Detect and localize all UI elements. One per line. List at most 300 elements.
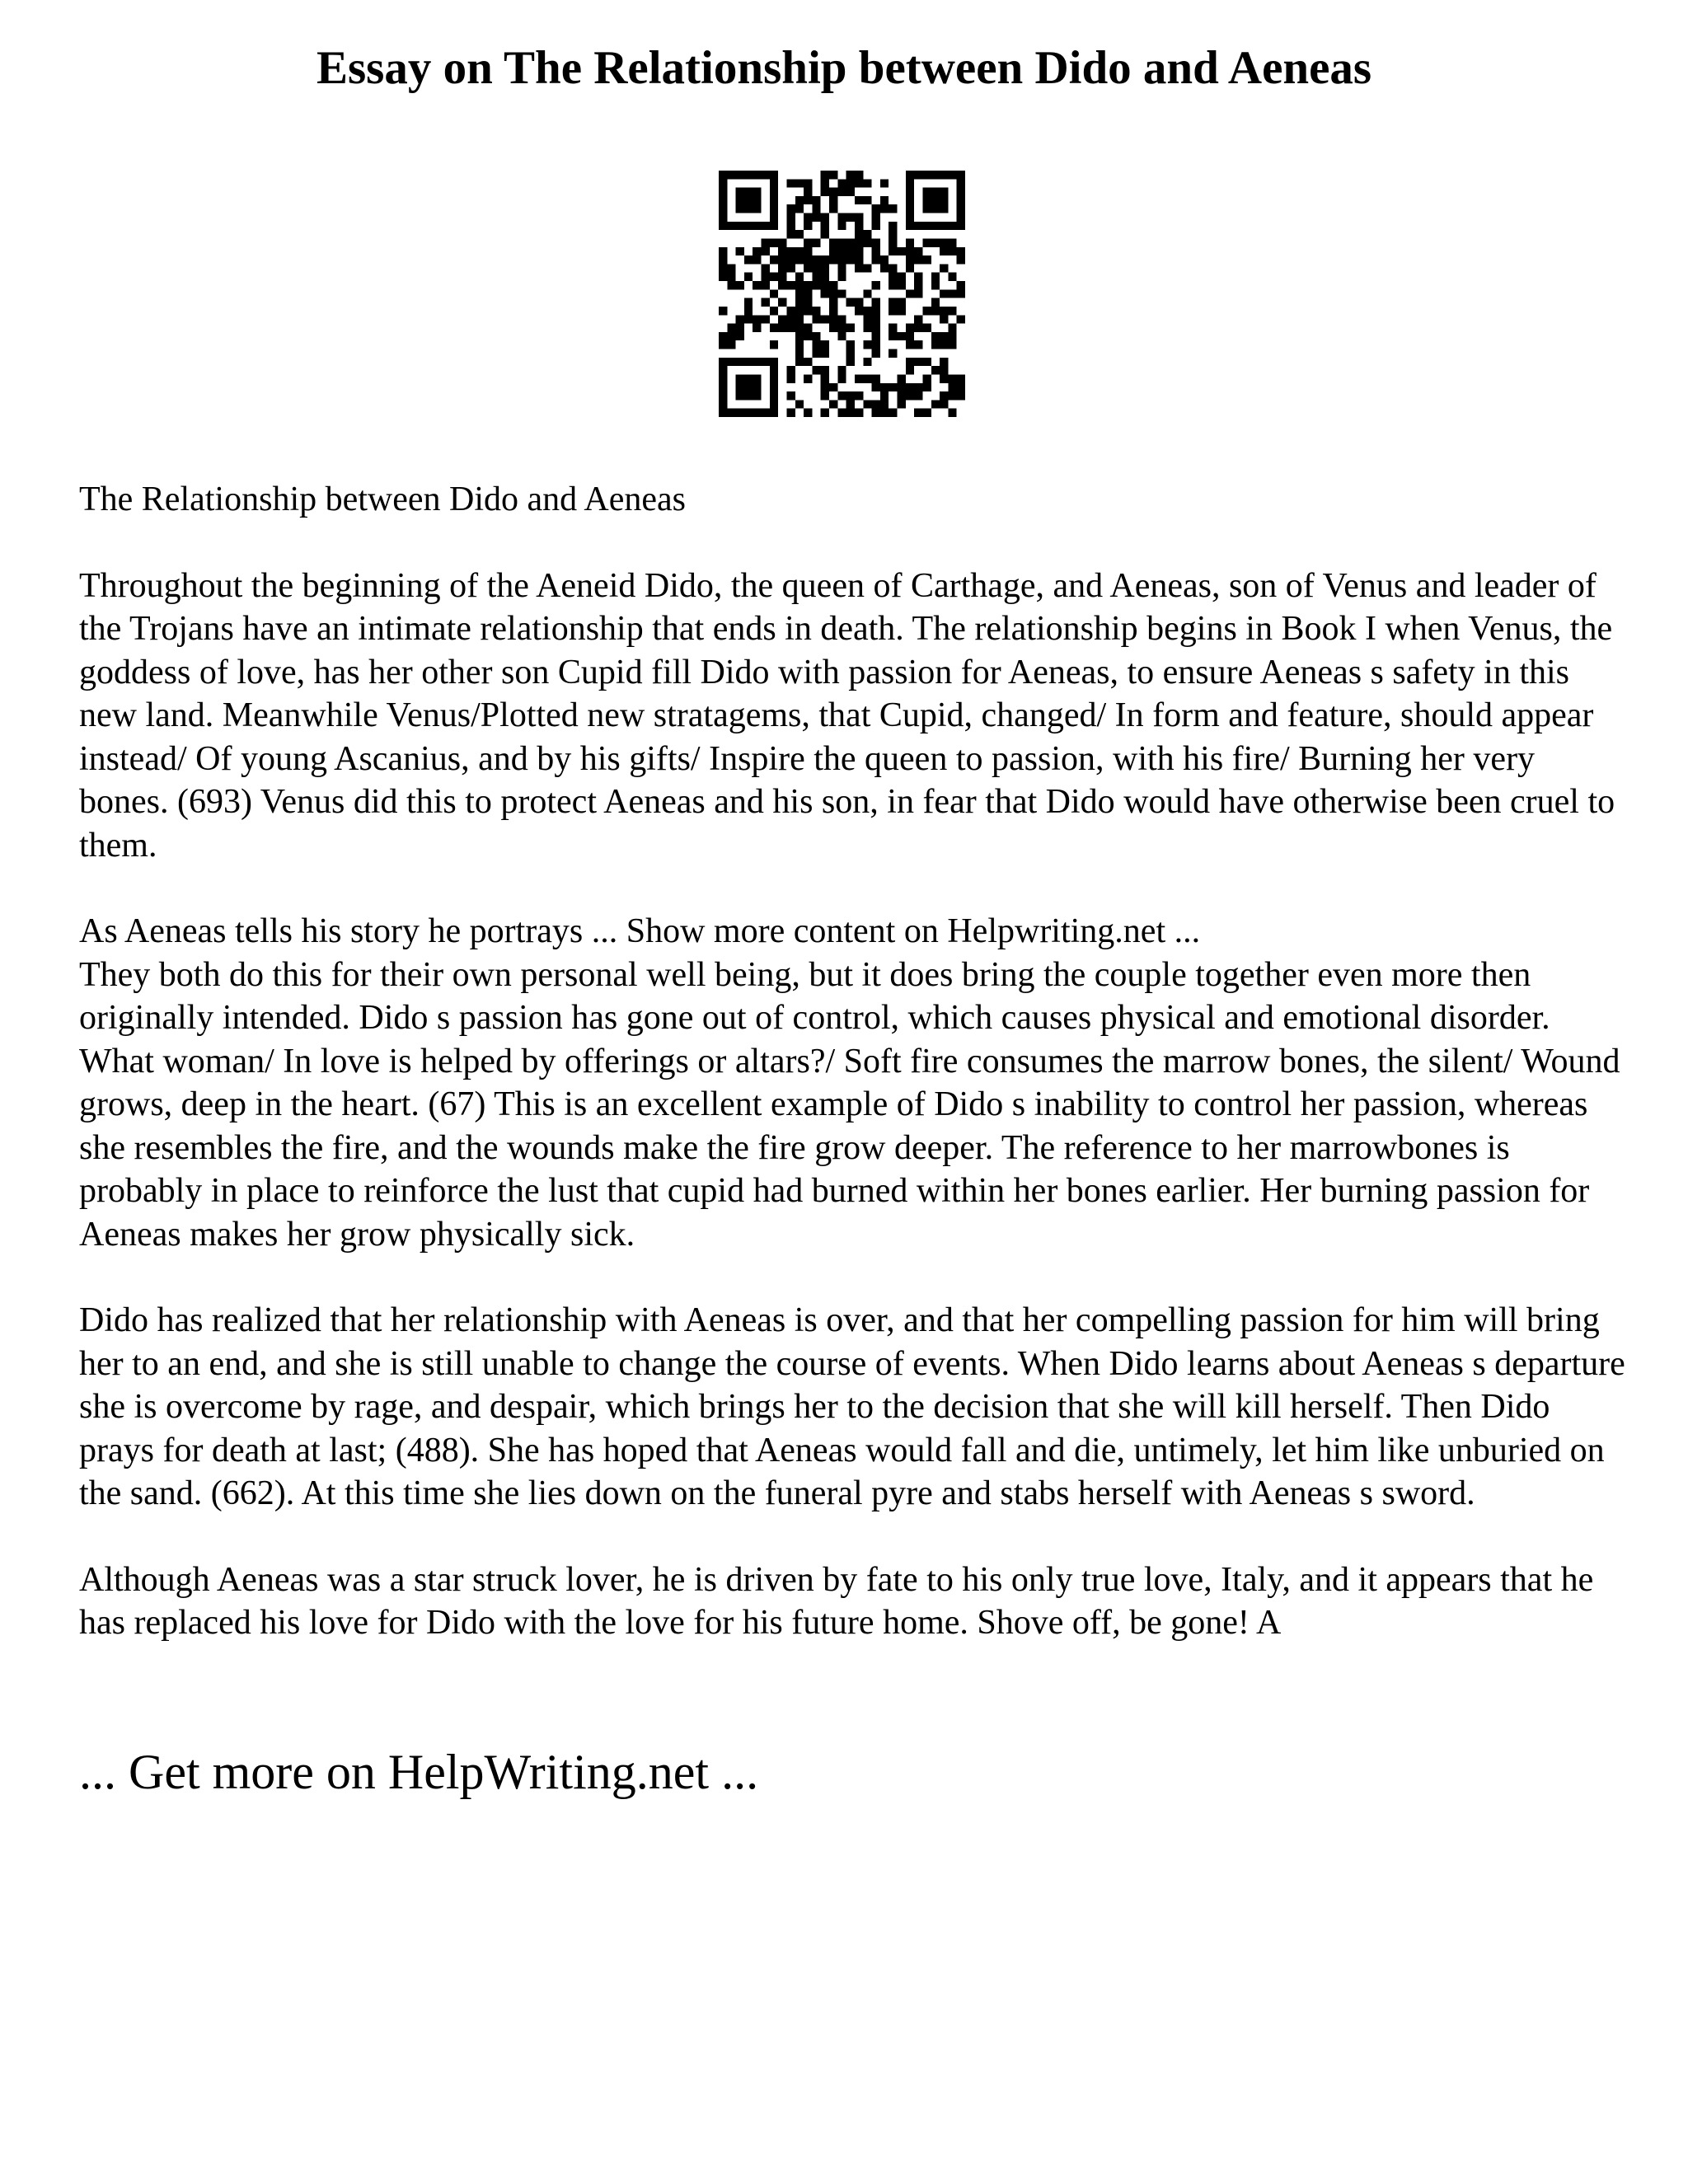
qr-module [906, 332, 914, 340]
qr-module [770, 188, 778, 196]
qr-module [957, 204, 965, 213]
qr-module [940, 358, 948, 366]
qr-module [736, 324, 744, 332]
qr-module [837, 222, 846, 230]
qr-module [812, 349, 820, 358]
qr-module [762, 238, 770, 246]
qr-module [846, 179, 855, 187]
qr-module [744, 391, 753, 400]
qr-module [889, 332, 897, 340]
qr-module [727, 264, 735, 272]
qr-module [795, 255, 804, 264]
qr-module [795, 281, 804, 289]
qr-module [906, 196, 914, 204]
qr-module [719, 307, 727, 315]
qr-module [804, 196, 812, 204]
qr-module [846, 213, 855, 222]
qr-module [855, 255, 863, 264]
qr-module [948, 409, 956, 417]
qr-module [837, 247, 846, 255]
qr-module [837, 255, 846, 264]
qr-module [829, 400, 837, 408]
qr-module [872, 238, 880, 246]
qr-module [906, 358, 914, 366]
qr-module [795, 298, 804, 307]
qr-module [762, 409, 770, 417]
qr-module [770, 391, 778, 400]
qr-module [821, 281, 829, 289]
qr-module [846, 247, 855, 255]
qr-module [940, 400, 948, 408]
qr-module [931, 196, 940, 204]
qr-module [727, 340, 735, 349]
qr-module [804, 358, 812, 366]
paragraph-2: As Aeneas tells his story he portrays ... Show more content on Helpwriting.net ... [79, 912, 1201, 950]
qr-module [889, 409, 897, 417]
qr-module [744, 196, 753, 204]
qr-module [855, 238, 863, 246]
qr-module [804, 289, 812, 298]
qr-module [795, 358, 804, 366]
qr-module [786, 179, 795, 187]
qr-module [821, 349, 829, 358]
qr-module [889, 324, 897, 332]
qr-module [922, 307, 931, 315]
qr-module [914, 247, 922, 255]
qr-module [804, 324, 812, 332]
qr-module [770, 213, 778, 222]
qr-module [744, 383, 753, 391]
qr-module [948, 247, 956, 255]
qr-module [812, 366, 820, 374]
qr-module [727, 332, 735, 340]
qr-module [786, 213, 795, 222]
qr-module [889, 307, 897, 315]
qr-module [804, 264, 812, 272]
qr-module [795, 179, 804, 187]
qr-module [762, 273, 770, 281]
qr-module [906, 188, 914, 196]
qr-module [736, 374, 744, 382]
qr-module [931, 340, 940, 349]
qr-module [795, 340, 804, 349]
qr-module [770, 374, 778, 382]
qr-module [778, 324, 786, 332]
qr-module [846, 391, 855, 400]
qr-module [914, 383, 922, 391]
qr-module [821, 273, 829, 281]
qr-module [863, 179, 871, 187]
qr-module [931, 188, 940, 196]
qr-module [786, 281, 795, 289]
qr-module [736, 188, 744, 196]
qr-module [940, 307, 948, 315]
qr-module [727, 409, 735, 417]
qr-module [770, 383, 778, 391]
qr-module [744, 273, 753, 281]
qr-module [744, 358, 753, 366]
qr-module [753, 222, 761, 230]
qr-module [957, 188, 965, 196]
qr-module [804, 222, 812, 230]
qr-module [829, 281, 837, 289]
qr-module [837, 315, 846, 323]
qr-module [795, 204, 804, 213]
qr-module [880, 196, 889, 204]
qr-module [795, 196, 804, 204]
qr-module [948, 340, 956, 349]
qr-module [778, 315, 786, 323]
qr-module [770, 307, 778, 315]
qr-module [914, 391, 922, 400]
qr-module [846, 409, 855, 417]
qr-module [880, 409, 889, 417]
qr-module [948, 222, 956, 230]
qr-module [922, 358, 931, 366]
qr-module [898, 400, 906, 408]
qr-module [957, 383, 965, 391]
qr-module [736, 247, 744, 255]
qr-module [880, 383, 889, 391]
qr-module [786, 324, 795, 332]
qr-module [957, 179, 965, 187]
qr-module [863, 315, 871, 323]
qr-module [719, 188, 727, 196]
qr-module [855, 213, 863, 222]
qr-module [753, 315, 761, 323]
qr-module [753, 204, 761, 213]
qr-module [736, 281, 744, 289]
qr-module [931, 273, 940, 281]
qr-module [914, 255, 922, 264]
qr-module [753, 188, 761, 196]
qr-module [778, 273, 786, 281]
qr-module [736, 171, 744, 179]
qr-module [914, 409, 922, 417]
qr-module [762, 298, 770, 307]
qr-module [940, 238, 948, 246]
qr-module [872, 255, 880, 264]
qr-module [872, 213, 880, 222]
qr-module [762, 171, 770, 179]
qr-module [744, 374, 753, 382]
qr-module [786, 374, 795, 382]
qr-module [855, 230, 863, 238]
qr-module [753, 281, 761, 289]
qr-module [922, 383, 931, 391]
qr-module [863, 374, 871, 382]
qr-module [846, 238, 855, 246]
qr-module [906, 171, 914, 179]
qr-module [889, 383, 897, 391]
qr-module [744, 315, 753, 323]
qr-module [889, 204, 897, 213]
qr-module [719, 247, 727, 255]
qr-module [957, 281, 965, 289]
qr-module [931, 366, 940, 374]
qr-module [778, 264, 786, 272]
qr-module [855, 409, 863, 417]
qr-module [719, 366, 727, 374]
qr-module [736, 196, 744, 204]
qr-module [914, 281, 922, 289]
qr-module [770, 358, 778, 366]
qr-module [770, 409, 778, 417]
qr-module [855, 307, 863, 315]
qr-module [940, 332, 948, 340]
qr-module [872, 383, 880, 391]
qr-module [880, 391, 889, 400]
qr-code-icon [719, 171, 965, 417]
qr-module [889, 222, 897, 230]
qr-module [837, 366, 846, 374]
qr-module [719, 196, 727, 204]
qr-module [880, 179, 889, 187]
qr-module [753, 196, 761, 204]
qr-module [906, 366, 914, 374]
qr-module [736, 358, 744, 366]
paragraph-5: Although Aeneas was a star struck lover, he is driven by fate to his only true love, Italy, and it appears that he has replaced his love for Dido with the love for his future home. Shove off, be gone! A [79, 1560, 1594, 1642]
qr-module [770, 196, 778, 204]
qr-module [786, 255, 795, 264]
qr-module [821, 255, 829, 264]
qr-module [719, 213, 727, 222]
qr-module [948, 238, 956, 246]
qr-module [914, 171, 922, 179]
qr-module [829, 188, 837, 196]
qr-module [727, 324, 735, 332]
qr-module [837, 391, 846, 400]
qr-module [795, 332, 804, 340]
qr-module [863, 230, 871, 238]
qr-module [940, 188, 948, 196]
qr-module [804, 238, 812, 246]
qr-module [812, 213, 820, 222]
paragraph-1: Throughout the beginning of the Aeneid Dido, the queen of Carthage, and Aeneas, son of Venus and leader of the Trojans have an intimate relationship that ends in death. The relationship begins in Book I when Venus, the goddess of love, has her other son Cupid fill Dido with passion for Aeneas, to ensure Aeneas s safety in this new land. Meanwhile Venus/Plotted new stratagems, that Cupid, changed/ In form and feature, should appear instead/ Of young Ascanius, and by his gifts/ Inspire the queen to passion, with his fire/ Burning her very bones. (693) Venus did this to protect Aeneas and his son, in fear that Dido would have otherwise been cruel to them. [79, 566, 1615, 865]
qr-module [957, 255, 965, 264]
qr-module [727, 171, 735, 179]
qr-module [872, 281, 880, 289]
qr-module [829, 171, 837, 179]
qr-module [778, 238, 786, 246]
qr-module [786, 315, 795, 323]
qr-module [931, 238, 940, 246]
qr-module [744, 171, 753, 179]
qr-module [719, 340, 727, 349]
qr-module [762, 222, 770, 230]
qr-module [872, 298, 880, 307]
qr-module [744, 307, 753, 315]
qr-module [821, 213, 829, 222]
qr-module [829, 307, 837, 315]
qr-module [872, 307, 880, 315]
qr-module [786, 204, 795, 213]
qr-module [880, 264, 889, 272]
qr-module [863, 324, 871, 332]
qr-module [906, 247, 914, 255]
qr-module [880, 204, 889, 213]
qr-module [957, 374, 965, 382]
qr-module [744, 222, 753, 230]
qr-module [855, 298, 863, 307]
qr-module [931, 222, 940, 230]
qr-module [753, 247, 761, 255]
qr-module [829, 247, 837, 255]
qr-module [922, 204, 931, 213]
qr-module [863, 307, 871, 315]
qr-module [719, 273, 727, 281]
qr-module [940, 374, 948, 382]
qr-module [821, 374, 829, 382]
qr-module [837, 289, 846, 298]
qr-module [906, 213, 914, 222]
qr-module [821, 315, 829, 323]
qr-module [940, 247, 948, 255]
qr-module [778, 298, 786, 307]
qr-module [872, 349, 880, 358]
qr-module [719, 374, 727, 382]
qr-module [804, 298, 812, 307]
qr-module [812, 196, 820, 204]
qr-module [855, 374, 863, 382]
qr-module [846, 255, 855, 264]
qr-module [872, 315, 880, 323]
qr-module [872, 400, 880, 408]
qr-module [922, 374, 931, 382]
qr-module [821, 179, 829, 187]
qr-module [804, 281, 812, 289]
qr-module [931, 281, 940, 289]
qr-module [829, 315, 837, 323]
qr-module [753, 171, 761, 179]
qr-module [914, 358, 922, 366]
qr-module [744, 409, 753, 417]
qr-module [812, 255, 820, 264]
qr-module [889, 298, 897, 307]
qr-module [957, 289, 965, 298]
qr-module [736, 391, 744, 400]
qr-module [948, 332, 956, 340]
qr-module [829, 298, 837, 307]
qr-module [719, 332, 727, 340]
qr-module [770, 400, 778, 408]
qr-module [719, 409, 727, 417]
qr-module [829, 196, 837, 204]
qr-module [821, 289, 829, 298]
qr-module [906, 340, 914, 349]
qr-module [812, 332, 820, 340]
qr-module [846, 340, 855, 349]
qr-module [770, 340, 778, 349]
get-more-link[interactable]: ... Get more on HelpWriting.net ... [79, 1745, 759, 1799]
qr-module [898, 383, 906, 391]
qr-module [922, 409, 931, 417]
qr-module [837, 332, 846, 340]
qr-module [778, 255, 786, 264]
qr-module [846, 349, 855, 358]
qr-module [736, 409, 744, 417]
qr-module [957, 196, 965, 204]
qr-module [837, 264, 846, 272]
qr-module [922, 171, 931, 179]
qr-module [906, 383, 914, 391]
qr-module [812, 315, 820, 323]
qr-module [829, 204, 837, 213]
qr-module [795, 315, 804, 323]
qr-module [786, 264, 795, 272]
qr-module [872, 222, 880, 230]
qr-module [719, 264, 727, 272]
qr-module [855, 196, 863, 204]
qr-module [837, 238, 846, 246]
qr-module [846, 324, 855, 332]
qr-module [795, 400, 804, 408]
qr-module [753, 409, 761, 417]
qr-module [744, 255, 753, 264]
qr-module [804, 409, 812, 417]
qr-module [948, 273, 956, 281]
qr-module [719, 358, 727, 366]
page-title: Essay on The Relationship between Dido and Aeneas [316, 42, 1372, 94]
qr-module [719, 400, 727, 408]
qr-module [795, 289, 804, 298]
qr-module [719, 255, 727, 264]
qr-module [837, 374, 846, 382]
qr-module [837, 179, 846, 187]
qr-module [837, 273, 846, 281]
qr-module [863, 238, 871, 246]
paragraph-3: They both do this for their own personal well being, but it does bring the couple together even more then originally intended. Dido s passion has gone out of control, which causes physical and emotional disorder. What woman/ In love is helped by offerings or altars?/ Soft fire consumes the marrow bones, the silent/ Wound grows, deep in the heart. (67) This is an excellent example of Dido s inability to control her passion, whereas she resembles the fire, and the wounds make the fire grow deeper. The reference to her marrowbones is probably in place to reinforce the lust that cupid had burned within her bones earlier. Her burning passion for Aeneas makes her grow physically sick. [79, 955, 1620, 1254]
qr-module [940, 315, 948, 323]
qr-module [957, 391, 965, 400]
qr-module [753, 358, 761, 366]
qr-module [922, 188, 931, 196]
qr-module [889, 230, 897, 238]
qr-module [770, 324, 778, 332]
qr-module [940, 204, 948, 213]
qr-module [863, 400, 871, 408]
qr-module [931, 204, 940, 213]
qr-module [889, 264, 897, 272]
qr-module [898, 307, 906, 315]
qr-module [736, 204, 744, 213]
qr-module [837, 213, 846, 222]
qr-module [795, 273, 804, 281]
qr-module [804, 374, 812, 382]
qr-module [821, 230, 829, 238]
qr-module [863, 340, 871, 349]
qr-module [957, 315, 965, 323]
qr-module [863, 289, 871, 298]
qr-module [846, 188, 855, 196]
qr-module [948, 307, 956, 315]
qr-module [940, 340, 948, 349]
qr-module [744, 298, 753, 307]
qr-module [753, 255, 761, 264]
qr-module [719, 171, 727, 179]
qr-module [804, 247, 812, 255]
qr-module [804, 213, 812, 222]
qr-module [914, 273, 922, 281]
qr-module [821, 188, 829, 196]
qr-module [931, 400, 940, 408]
qr-module [812, 204, 820, 213]
qr-module [948, 171, 956, 179]
qr-module [786, 409, 795, 417]
qr-module [795, 230, 804, 238]
qr-module [770, 273, 778, 281]
qr-module [872, 324, 880, 332]
